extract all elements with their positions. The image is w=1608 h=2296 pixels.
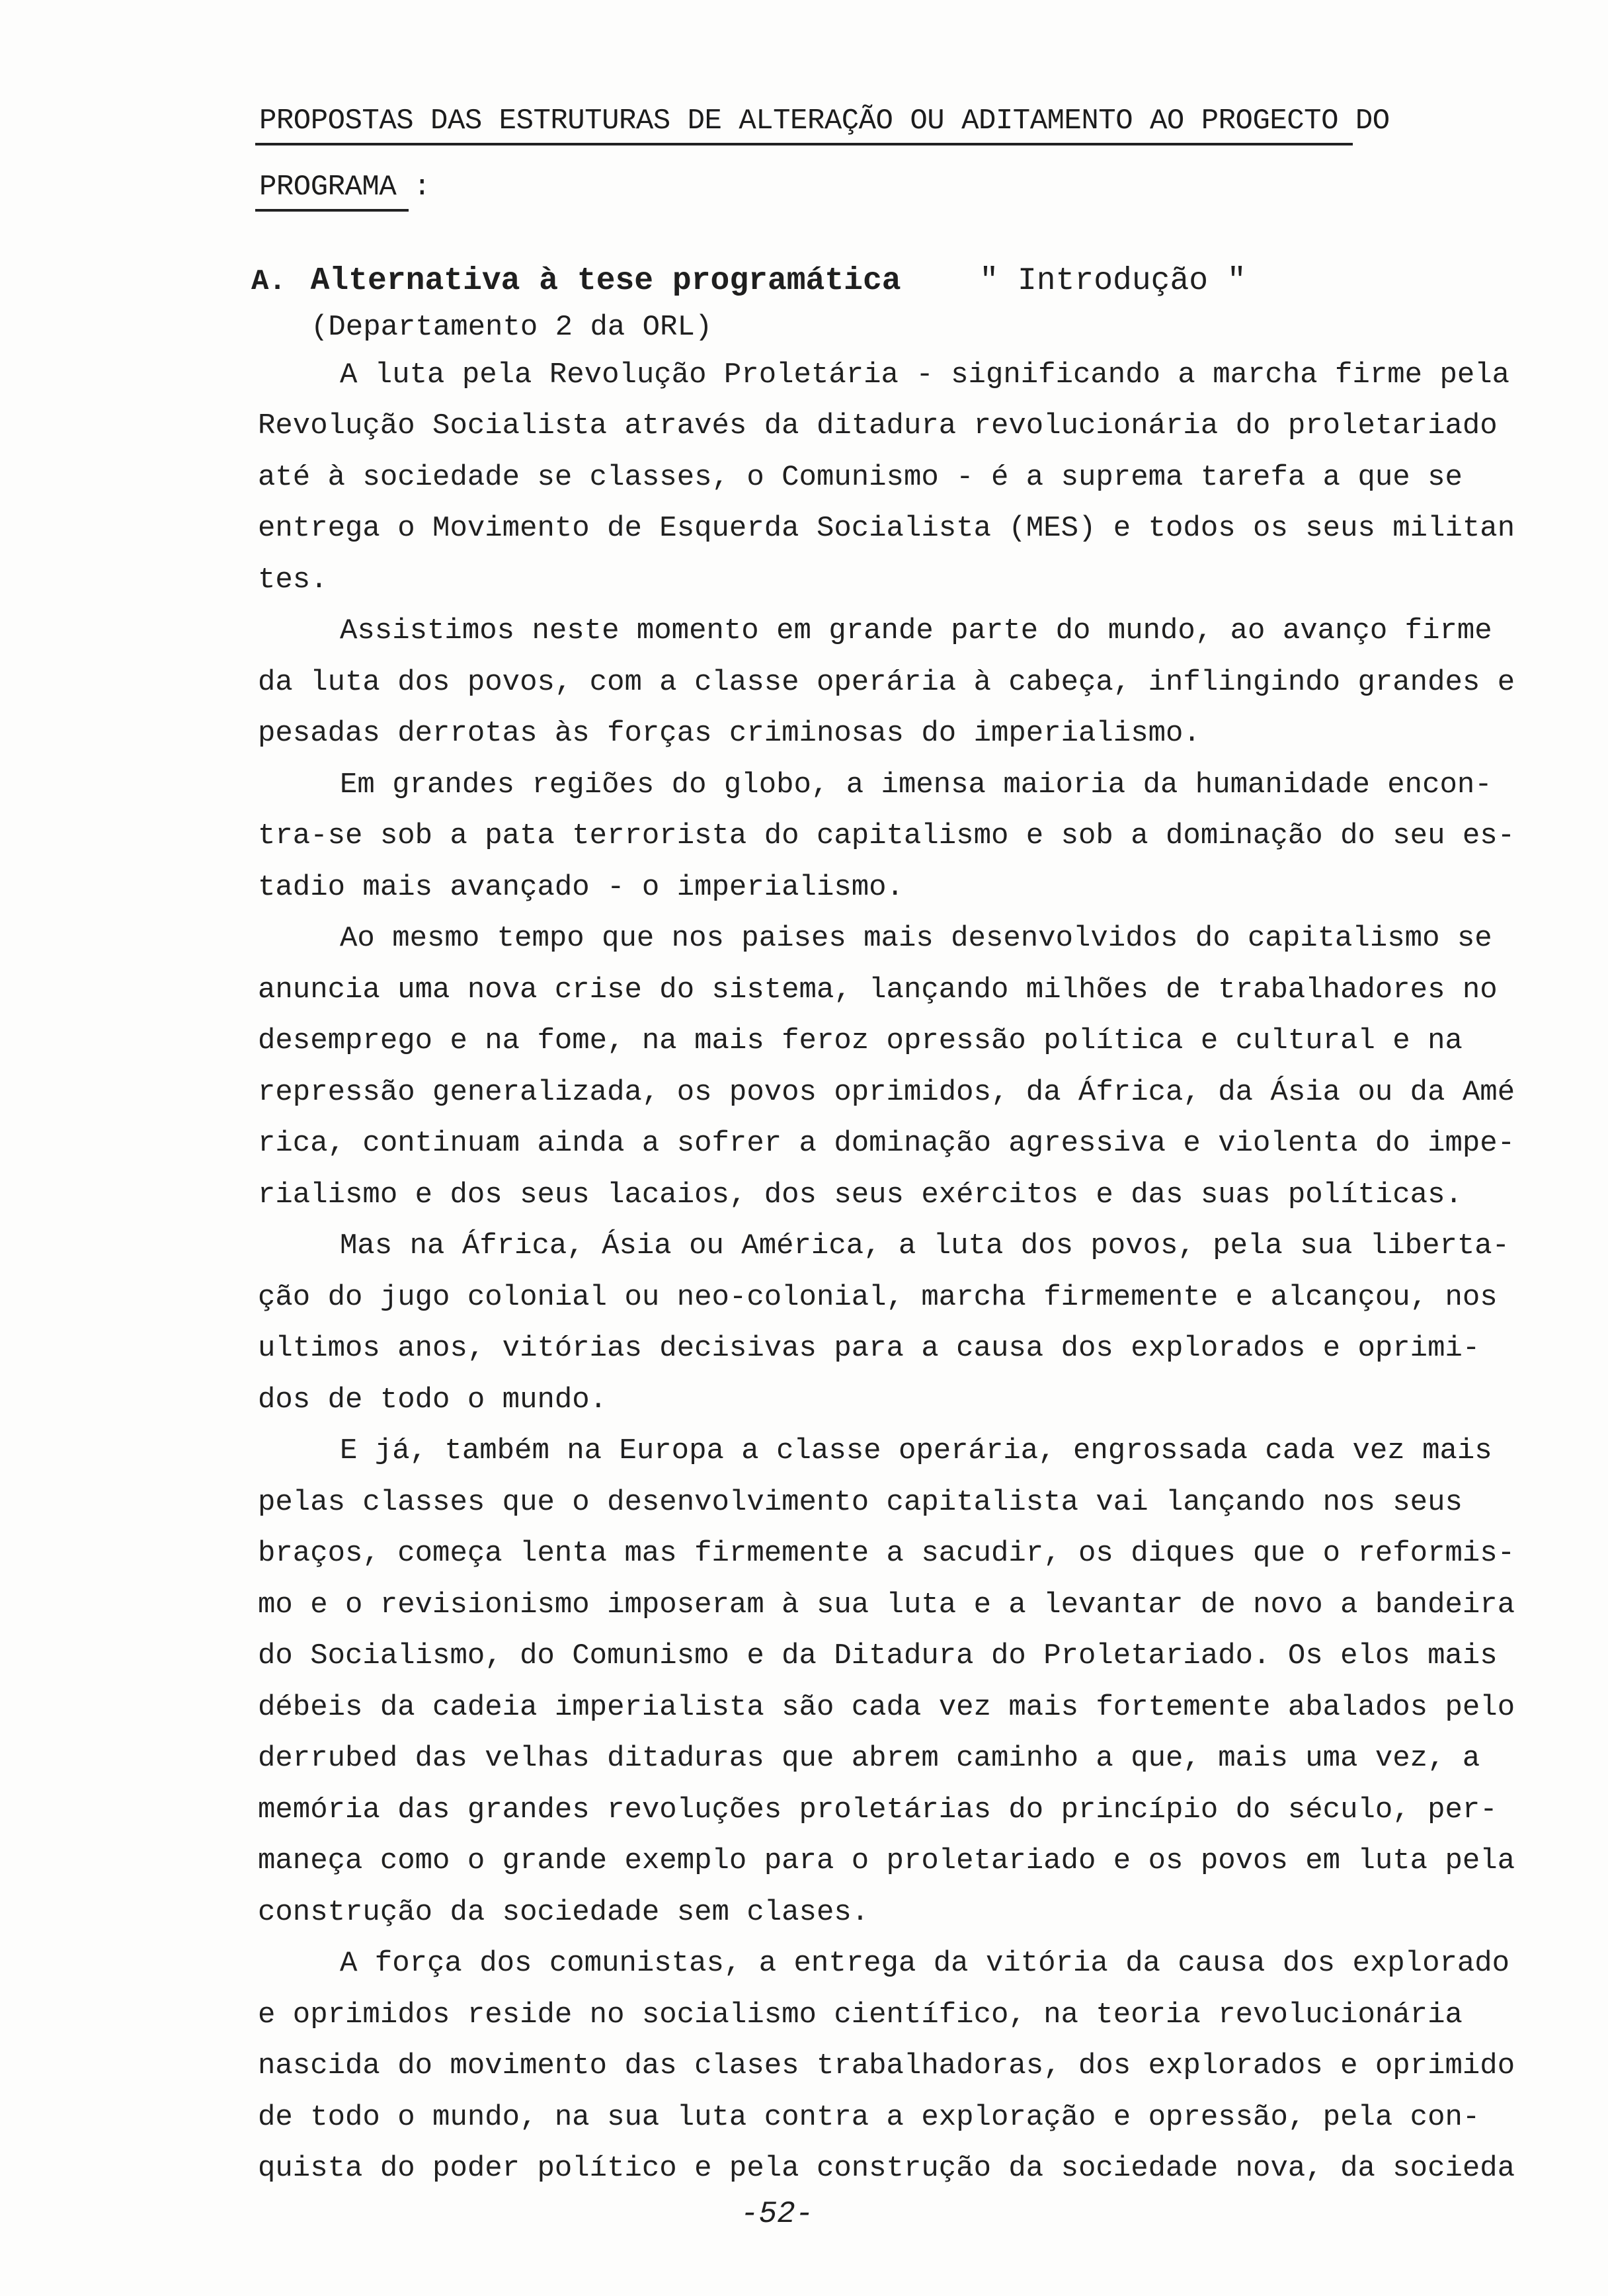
body-line: Assistimos neste momento em grande parte do mundo, ao avanço firme [340, 614, 1492, 647]
body-line: dos de todo o mundo. [258, 1383, 608, 1416]
section-intro: " Introdução " [979, 263, 1246, 299]
body-line: de todo o mundo, na sua luta contra a exploração e opressão, pela con- [258, 2101, 1480, 2134]
body-line: tes. [258, 563, 328, 596]
body-line: do Socialismo, do Comunismo e da Ditadura do Proletariado. Os elos mais [258, 1639, 1498, 1672]
body-line: Mas na África, Ásia ou América, a luta dos povos, pela sua liberta- [340, 1229, 1510, 1262]
body-line: tra-se sob a pata terrorista do capitalismo e sob a dominação do seu es- [258, 819, 1515, 852]
body-line: anuncia uma nova crise do sistema, lançando milhões de trabalhadores no [258, 973, 1498, 1006]
body-line: Ao mesmo tempo que nos paises mais desenvolvidos do capitalismo se [340, 922, 1492, 955]
heading-underline-1 [255, 143, 1353, 145]
body-line: rialismo e dos seus lacaios, dos seus exércitos e das suas políticas. [258, 1178, 1463, 1211]
body-line: pelas classes que o desenvolvimento capitalista vai lançando nos seus [258, 1486, 1463, 1519]
heading-underline-2 [255, 209, 409, 212]
body-line: ultimos anos, vitórias decisivas para a causa dos explorados e oprimi- [258, 1332, 1480, 1365]
body-line: ção do jugo colonial ou neo-colonial, marcha firmemente e alcançou, nos [258, 1281, 1498, 1314]
body-line: da luta dos povos, com a classe operária à cabeça, inflingindo grandes e [258, 666, 1515, 699]
body-line: braços, começa lenta mas firmemente a sacudir, os diques que o reformis- [258, 1537, 1515, 1570]
body-line: A força dos comunistas, a entrega da vitória da causa dos explorado [340, 1947, 1510, 1980]
section-title: Alternativa à tese programática [310, 263, 901, 299]
body-line: nascida do movimento das clases trabalhadoras, dos explorados e oprimido [258, 2049, 1515, 2082]
body-line: construção da sociedade sem clases. [258, 1896, 869, 1929]
document-heading-line-1: PROPOSTAS DAS ESTRUTURAS DE ALTERAÇÃO OU ADITAMENTO AO PROGECTO DO [259, 104, 1390, 138]
body-line: E já, também na Europa a classe operária, engrossada cada vez mais [340, 1434, 1492, 1467]
section-subtitle: (Departamento 2 da ORL) [311, 311, 713, 344]
body-line: tadio mais avançado - o imperialismo. [258, 871, 904, 904]
section-marker: A. [251, 265, 286, 298]
page-number: -52- [741, 2197, 814, 2231]
body-line: memória das grandes revoluções proletárias do princípio do século, per- [258, 1793, 1498, 1826]
document-heading-line-2: PROGRAMA : [259, 171, 431, 204]
body-line: maneça como o grande exemplo para o proletariado e os povos em luta pela [258, 1844, 1515, 1877]
body-line: mo e o revisionismo imposeram à sua luta e a levantar de novo a bandeira [258, 1588, 1515, 1621]
body-line: desemprego e na fome, na mais feroz opressão política e cultural e na [258, 1024, 1463, 1057]
body-line: repressão generalizada, os povos oprimidos, da África, da Ásia ou da Amé [258, 1076, 1515, 1109]
body-line: e oprimidos reside no socialismo científico, na teoria revolucionária [258, 1998, 1463, 2031]
body-line: quista do poder político e pela construção da sociedade nova, da socieda [258, 2152, 1515, 2185]
body-line: derrubed das velhas ditaduras que abrem caminho a que, mais uma vez, a [258, 1742, 1480, 1775]
body-line: até à sociedade se classes, o Comunismo - é a suprema tarefa a que se [258, 461, 1463, 494]
body-line: A luta pela Revolução Proletária - significando a marcha firme pela [340, 358, 1510, 391]
section-heading [251, 263, 1246, 299]
body-line: débeis da cadeia imperialista são cada vez mais fortemente abalados pelo [258, 1691, 1515, 1724]
body-line: entrega o Movimento de Esquerda Socialista (MES) e todos os seus militan [258, 512, 1515, 545]
body-line: Em grandes regiões do globo, a imensa maioria da humanidade encon- [340, 768, 1492, 801]
body-line: Revolução Socialista através da ditadura revolucionária do proletariado [258, 409, 1498, 442]
body-line: pesadas derrotas às forças criminosas do imperialismo. [258, 717, 1201, 750]
body-line: rica, continuam ainda a sofrer a dominação agressiva e violenta do impe- [258, 1127, 1515, 1160]
